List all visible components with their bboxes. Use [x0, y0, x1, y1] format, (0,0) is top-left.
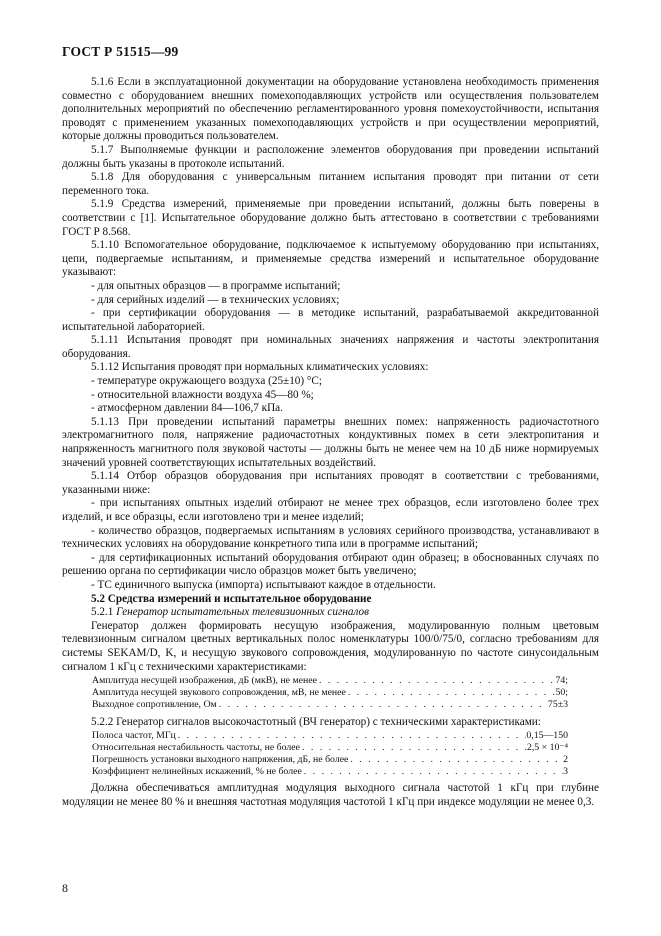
paragraph-5-1-7: 5.1.7 Выполняемые функции и расположение элементов оборудования при проведении испытаний должны быть указаны в протоколе испытаний.	[62, 143, 599, 170]
page-number: 8	[62, 881, 68, 895]
spec-value: 2,5 × 10⁻⁴	[526, 741, 568, 753]
spec-row	[92, 699, 568, 711]
paragraph-5-2-2: 5.2.2 Генератор сигналов высокочастотный (ВЧ генератор) с техническими характеристиками:	[91, 715, 541, 728]
subsection-title: Генератор испытательных телевизионных сигналов	[116, 606, 369, 619]
spec-value: 2	[563, 753, 568, 765]
spec-row	[92, 742, 568, 754]
spec-value: 3	[563, 765, 568, 777]
list-item: - атмосферном давлении 84—106,7 кПа.	[91, 402, 283, 415]
spec-label: Погрешность установки выходного напряжения, дБ, не более	[92, 753, 349, 765]
list-item: - для сертификационных испытаний оборудования отбирают один образец; в обоснованных случаях по решению органа по сертификации число образцов может быть увеличено;	[62, 551, 599, 578]
subsection-heading-5-2-1	[62, 606, 599, 620]
paragraph-5-1-8: 5.1.8 Для оборудования с универсальным питанием испытания проводят при питании от сети переменного тока.	[62, 171, 599, 197]
paragraph-5-1-11: 5.1.11 Испытания проводят при номинальных значениях напряжения и частоты электропитания оборудования.	[62, 334, 599, 360]
spec-row	[92, 675, 568, 687]
page-header: ГОСТ Р 51515—99	[62, 44, 179, 59]
spec-label: Коэффициент нелинейных искажений, % не более	[92, 765, 302, 777]
spec-list-hf-generator	[92, 730, 568, 777]
spec-row	[92, 754, 568, 766]
paragraph-5-1-12: 5.1.12 Испытания проводят при нормальных климатических условиях:	[91, 361, 429, 374]
spec-value: 75±3	[547, 698, 568, 710]
spec-row	[92, 730, 568, 742]
spec-row	[92, 766, 568, 778]
paragraph-5-1-6: 5.1.6 Если в эксплуатационной документации на оборудование установлена необходимость применения совместно с оборудованием внешних помехоподавляющих устройств или осуществления пользователем дополнительных мероприятий по обеспечению регламентированного уровня помехоустойчивости, испытания проводят с применением указанных помехоподавляющих устройств и при осуществлении мероприятий, которые должны проводиться пользователем.	[62, 76, 599, 143]
list-item: - при сертификации оборудования — в методике испытаний, разрабатываемой аккредитованной испытательной лабораторией.	[62, 307, 599, 333]
paragraph-modulation: Должна обеспечиваться амплитудная модуляция выходного сигнала частотой 1 кГц при глубине модуляции не менее 80 % и внешняя частотная модуляция частотой 1 кГц при индексе модуляции не менее 0,3.	[62, 782, 599, 808]
spec-label: Амплитуда несущей звукового сопровождения, мВ, не менее	[92, 686, 346, 698]
spec-label: Амплитуда несущей изображения, дБ (мкВ), не менее	[92, 675, 317, 687]
spec-value: 50;	[555, 686, 568, 698]
list-item: - температуре окружающего воздуха (25±10) °С;	[91, 375, 322, 388]
subsection-number: 5.2.1	[91, 606, 114, 619]
list-item: - ТС единичного выпуска (импорта) испытывают каждое в отдельности.	[91, 578, 436, 591]
paragraph-5-1-9: 5.1.9 Средства измерений, применяемые при проведении испытаний, должны быть поверены в соответствии с [1]. Испытательное оборудование должно быть аттестовано в соответствии с требованиями ГОСТ Р 8.568.	[62, 198, 599, 238]
list-item: - для опытных образцов — в программе испытаний;	[91, 279, 341, 292]
spec-value: 74;	[555, 675, 568, 687]
list-item: - при испытаниях опытных изделий отбирают не менее трех образцов, если изготовлено более трех изделий, и все образцы, если изготовлено три и менее изделий;	[62, 497, 599, 523]
paragraph-5-1-14: 5.1.14 Отбор образцов оборудования при испытаниях проводят в соответствии с требованиями, указанными ниже:	[62, 470, 599, 496]
spec-list-generator	[92, 675, 568, 710]
spec-row	[92, 687, 568, 699]
list-item: - количество образцов, подвергаемых испытаниям в условиях серийного производства, устанавливают в технических условиях на оборудование конкретного типа или в программе испытаний;	[62, 524, 599, 551]
document-body	[62, 76, 599, 809]
paragraph-5-1-10: 5.1.10 Вспомогательное оборудование, подключаемое к испытуемому оборудованию при испытаниях, цепи, подвергаемые испытаниям, и применяемые средства измерений и испытательное оборудование указывают:	[62, 239, 599, 279]
spec-value: 0,15—150	[526, 730, 568, 742]
spec-label: Полоса частот, МГц	[92, 730, 176, 742]
list-item: - для серийных изделий — в технических условиях;	[91, 293, 340, 306]
paragraph-5-1-13: 5.1.13 При проведении испытаний параметры внешних помех: напряженность радиочастотного электромагнитного поля, напряжение радиочастотных кондуктивных помех в сети электропитания и напряженность магнитного поля звуковой частоты — должны быть не менее чем на 10 дБ ниже нормируемых значений уровней соответствующих испытательных воздействий.	[62, 415, 599, 469]
spec-label: Выходное сопротивление, Ом	[92, 698, 217, 710]
list-item: - относительной влажности воздуха 45—80 %;	[91, 388, 314, 401]
section-heading-5-2: 5.2 Средства измерений и испытательное оборудование	[91, 592, 372, 605]
paragraph-generator-description: Генератор должен формировать несущую изображения, модулированную полным цветовым телевизионным сигналом цветных вертикальных полос номенклатуры 100/0/75/0, согласно требованиям для системы SEKAM/D, K, и несущую звукового сопровождения, модулированную по частоте синусоидальным сигналом 1 кГц с техническими характеристиками:	[62, 619, 599, 673]
spec-label: Относительная нестабильность частоты, не более	[92, 741, 301, 753]
